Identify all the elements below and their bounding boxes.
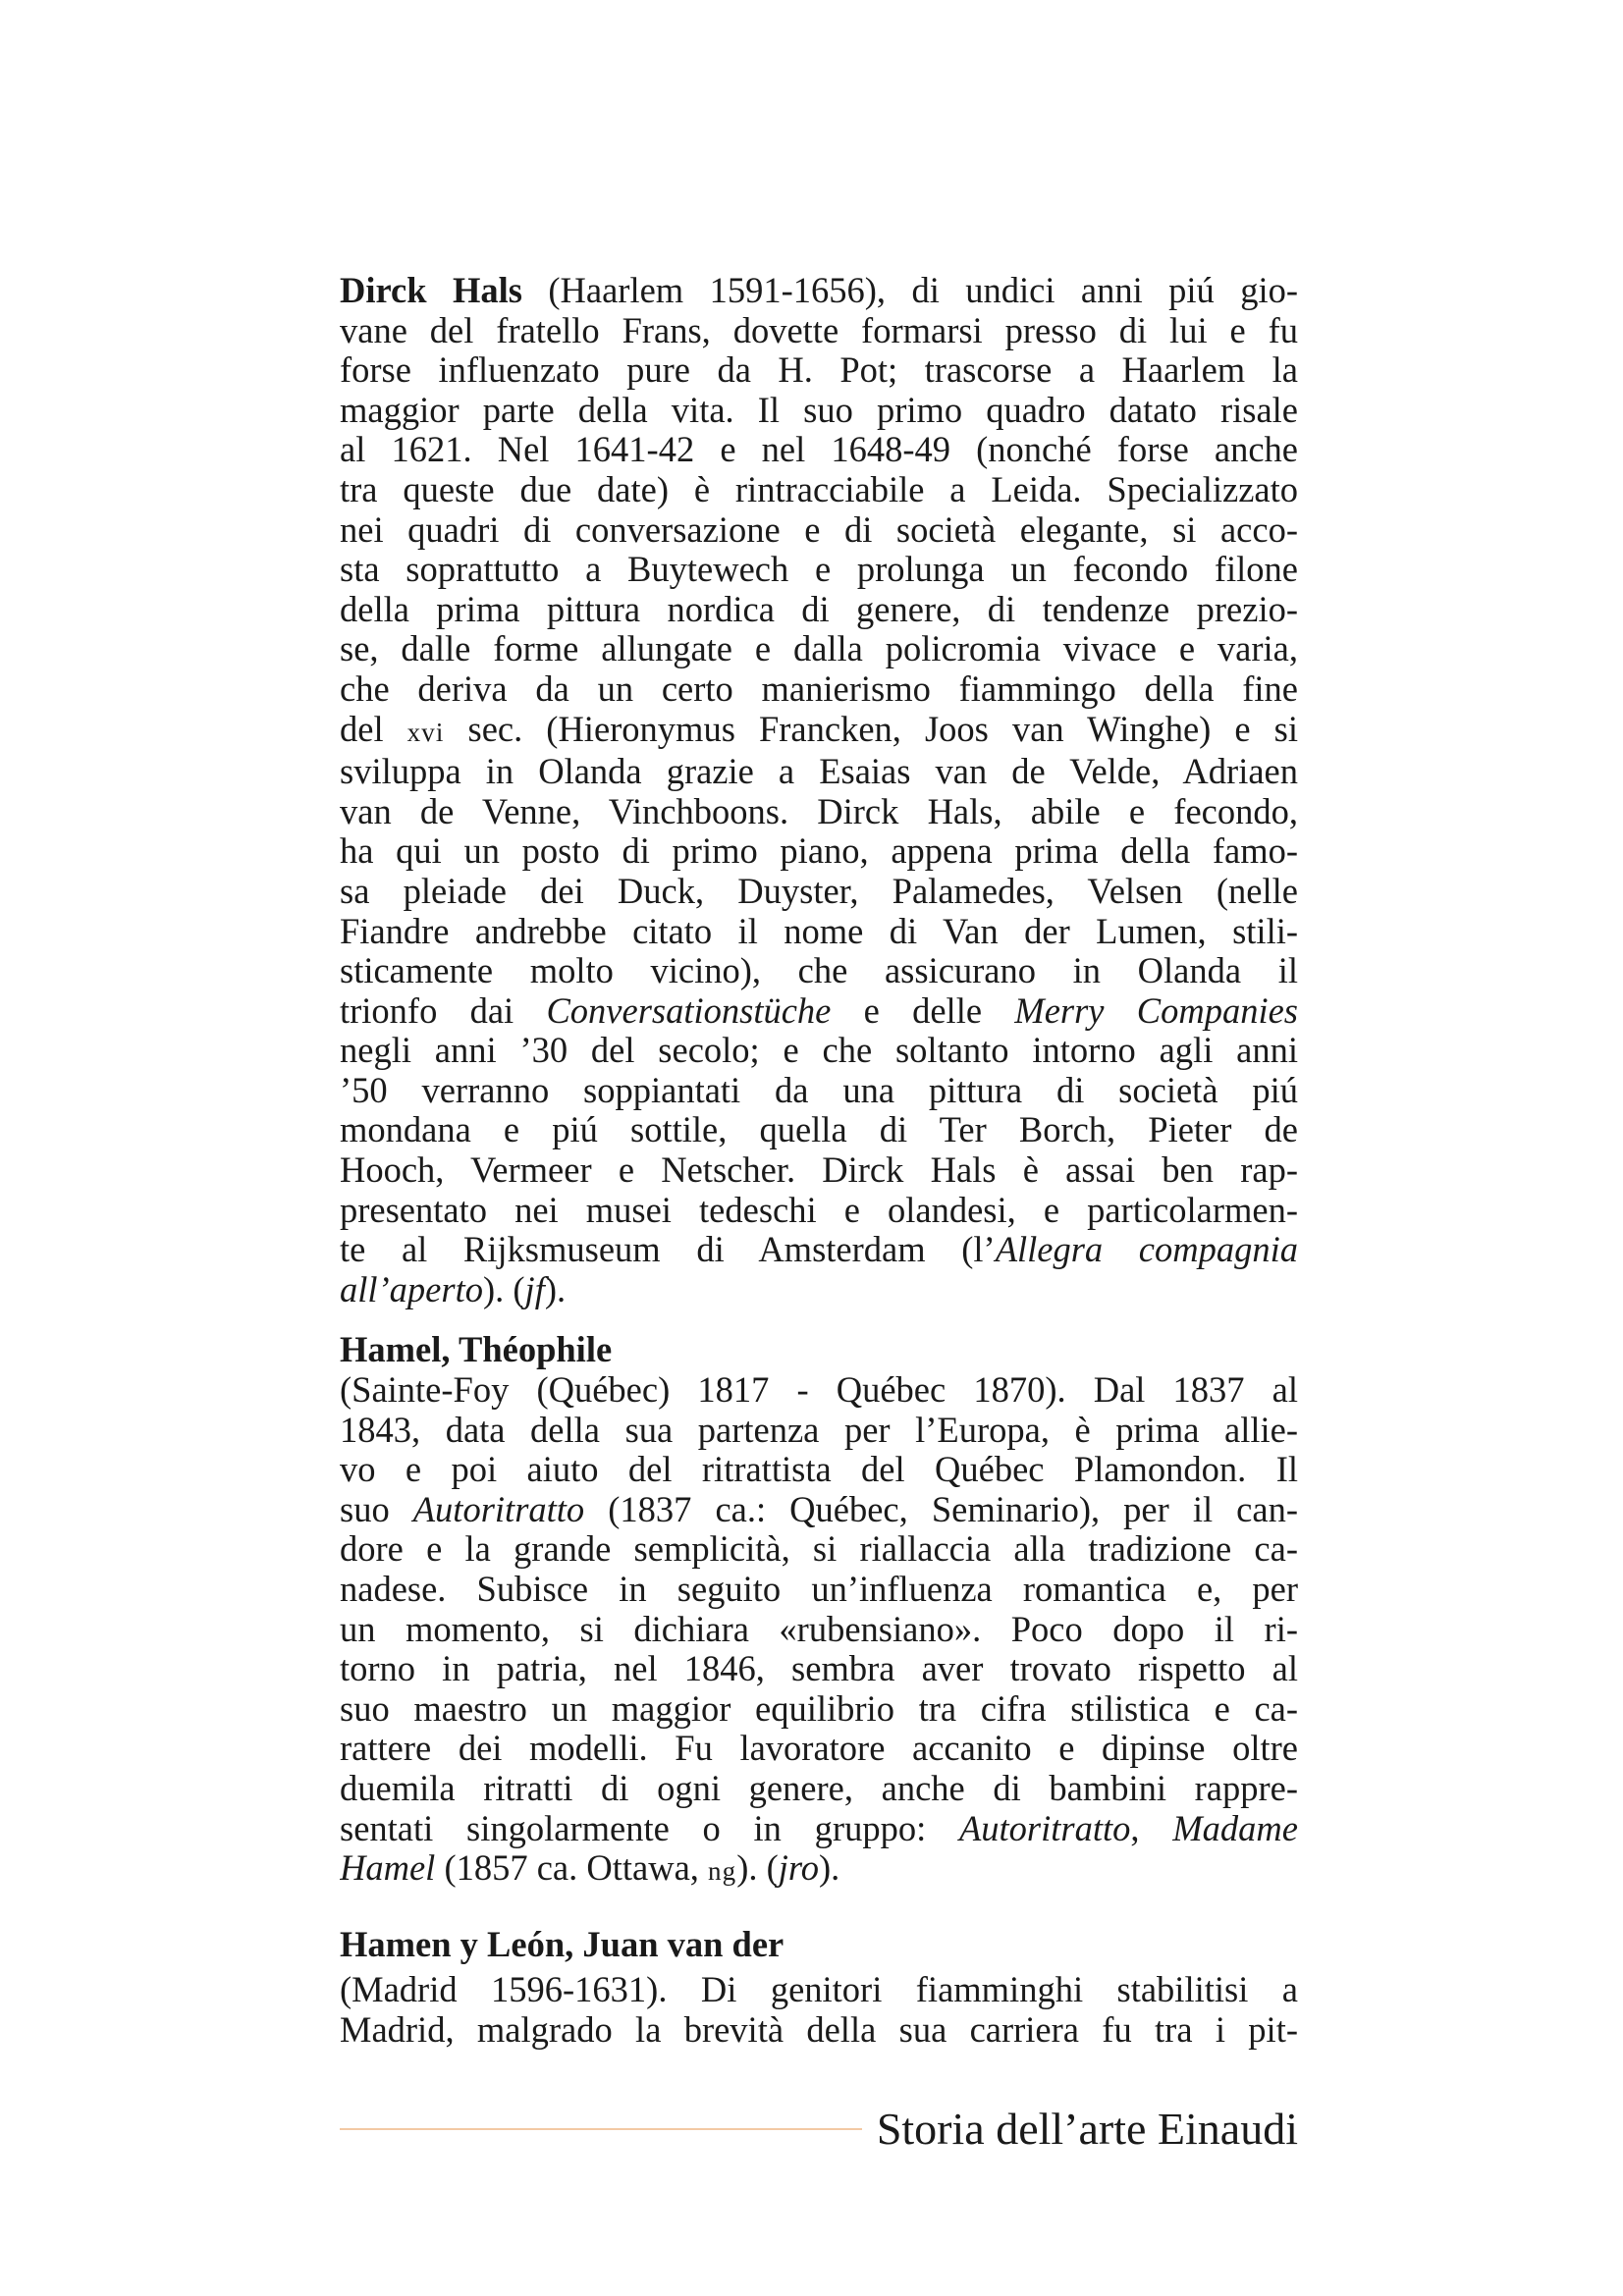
hamen-line-1: (Madrid 1596-1631). Di genitori fiamminghi stabilitisi a (340, 1970, 1298, 2010)
author-initials: jf (524, 1269, 545, 1309)
dirck-line-8: sta soprattutto a Buytewech e prolunga un fecondo filone (340, 550, 1298, 590)
dirck-line-12: del xvi sec. (Hieronymus Francken, Joos van Winghe) e si (340, 709, 1298, 749)
dirck-line-21: ’50 verranno soppiantati da una pittura di società piú (340, 1070, 1298, 1110)
dirck-line-7: nei quadri di conversazione e di società elegante, si acco- (340, 509, 1298, 550)
dirck-line-1: Dirck Hals (Haarlem 1591-1656), di undici anni piú gio- (340, 271, 1298, 310)
dirck-line-2: vane del fratello Frans, dovette formarsi presso di lui e fu (340, 310, 1298, 350)
author-initials: jro (778, 1848, 820, 1889)
hamel-line-4: suo Autoritratto (1837 ca.: Québec, Seminario), per il can- (340, 1489, 1298, 1529)
hamel-line-5: dore e la grande semplicità, si riallaccia alla tradizione ca- (340, 1529, 1298, 1570)
hamel-line-11: duemila ritratti di ogni genere, anche di bambini rappre- (340, 1768, 1298, 1808)
dirck-line-9: della prima pittura nordica di genere, di tendenze prezio- (340, 589, 1298, 629)
dirck-line-18: sticamente molto vicino), che assicurano in Olanda il (340, 951, 1298, 991)
hamel-line-3: vo e poi aiuto del ritrattista del Québec Plamondon. Il (340, 1450, 1298, 1490)
hamel-line-10: rattere dei modelli. Fu lavoratore accanito e dipinse oltre (340, 1729, 1298, 1769)
hamel-line-8: torno in patria, nel 1846, sembra aver trovato rispetto al (340, 1649, 1298, 1689)
hamel-line-12: sentati singolarmente o in gruppo: Autoritratto, Madame (340, 1808, 1298, 1848)
dirck-line-22: mondana e piú sottile, quella di Ter Borch, Pieter de (340, 1110, 1298, 1150)
dirck-line-20: negli anni ’30 del secolo; e che soltanto intorno agli anni (340, 1031, 1298, 1071)
dirck-line-15: ha qui un posto di primo piano, appena prima della famo- (340, 831, 1298, 872)
dirck-line-17: Fiandre andrebbe citato il nome di Van der Lumen, stili- (340, 911, 1298, 951)
hamel-line-13: Hamel (1857 ca. Ottawa, ng). (jro). (340, 1848, 840, 1889)
dirck-line-6: tra queste due date) è rintracciabile a Leida. Specializzato (340, 469, 1298, 509)
dirck-line-5: al 1621. Nel 1641-42 e nel 1648-49 (nonché forse anche (340, 430, 1298, 470)
footer-title: Storia dell’arte Einaudi (876, 2104, 1298, 2154)
entry-heading-hamen: Hamen y León, Juan van der (340, 1924, 784, 1964)
dirck-line-26: all’aperto). (jf). (340, 1269, 567, 1309)
dirck-line-25: te al Rijksmuseum di Amsterdam (l’Allegra compagnia (340, 1230, 1298, 1270)
dirck-line-10: se, dalle forme allungate e dalla policromia vivace e varia, (340, 629, 1298, 669)
dirck-line-23: Hooch, Vermeer e Netscher. Dirck Hals è assai ben rap- (340, 1150, 1298, 1191)
entry-name-dirck-hals: Dirck Hals (340, 271, 522, 310)
hamel-line-6: nadese. Subisce in seguito un’influenza romantica e, per (340, 1570, 1298, 1609)
dirck-line-14: van de Venne, Vinchboons. Dirck Hals, abile e fecondo, (340, 791, 1298, 831)
hamel-line-1: (Sainte-Foy (Québec) 1817 - Québec 1870). Dal 1837 al (340, 1370, 1298, 1411)
hamel-line-7: un momento, si dichiara «rubensiano». Poco dopo il ri- (340, 1609, 1298, 1649)
hamel-line-9: suo maestro un maggior equilibrio tra cifra stilistica e ca- (340, 1688, 1298, 1729)
entry-heading-hamel: Hamel, Théophile (340, 1330, 613, 1370)
museum-abbrev: ng (708, 1856, 737, 1887)
hamel-line-2: 1843, data della sua partenza per l’Europa, è prima allie- (340, 1410, 1298, 1450)
dirck-line-3: forse influenzato pure da H. Pot; trascorse a Haarlem la (340, 350, 1298, 391)
dirck-line-4: maggior parte della vita. Il suo primo quadro datato risale (340, 390, 1298, 430)
dirck-line-16: sa pleiade dei Duck, Duyster, Palamedes, Velsen (nelle (340, 871, 1298, 911)
article-body (340, 271, 1298, 2051)
hamen-line-2: Madrid, malgrado la brevità della sua carriera fu tra i pit- (340, 2009, 1298, 2050)
dirck-line-11: che deriva da un certo manierismo fiammingo della fine (340, 668, 1298, 709)
dirck-line-24: presentato nei musei tedeschi e olandesi, e particolarmen- (340, 1190, 1298, 1230)
footer-rule (340, 2128, 862, 2130)
dirck-line-19: trionfo dai Conversationstüche e delle Merry Companies (340, 990, 1298, 1031)
dirck-line-13: sviluppa in Olanda grazie a Esaias van de Velde, Adriaen (340, 752, 1298, 792)
